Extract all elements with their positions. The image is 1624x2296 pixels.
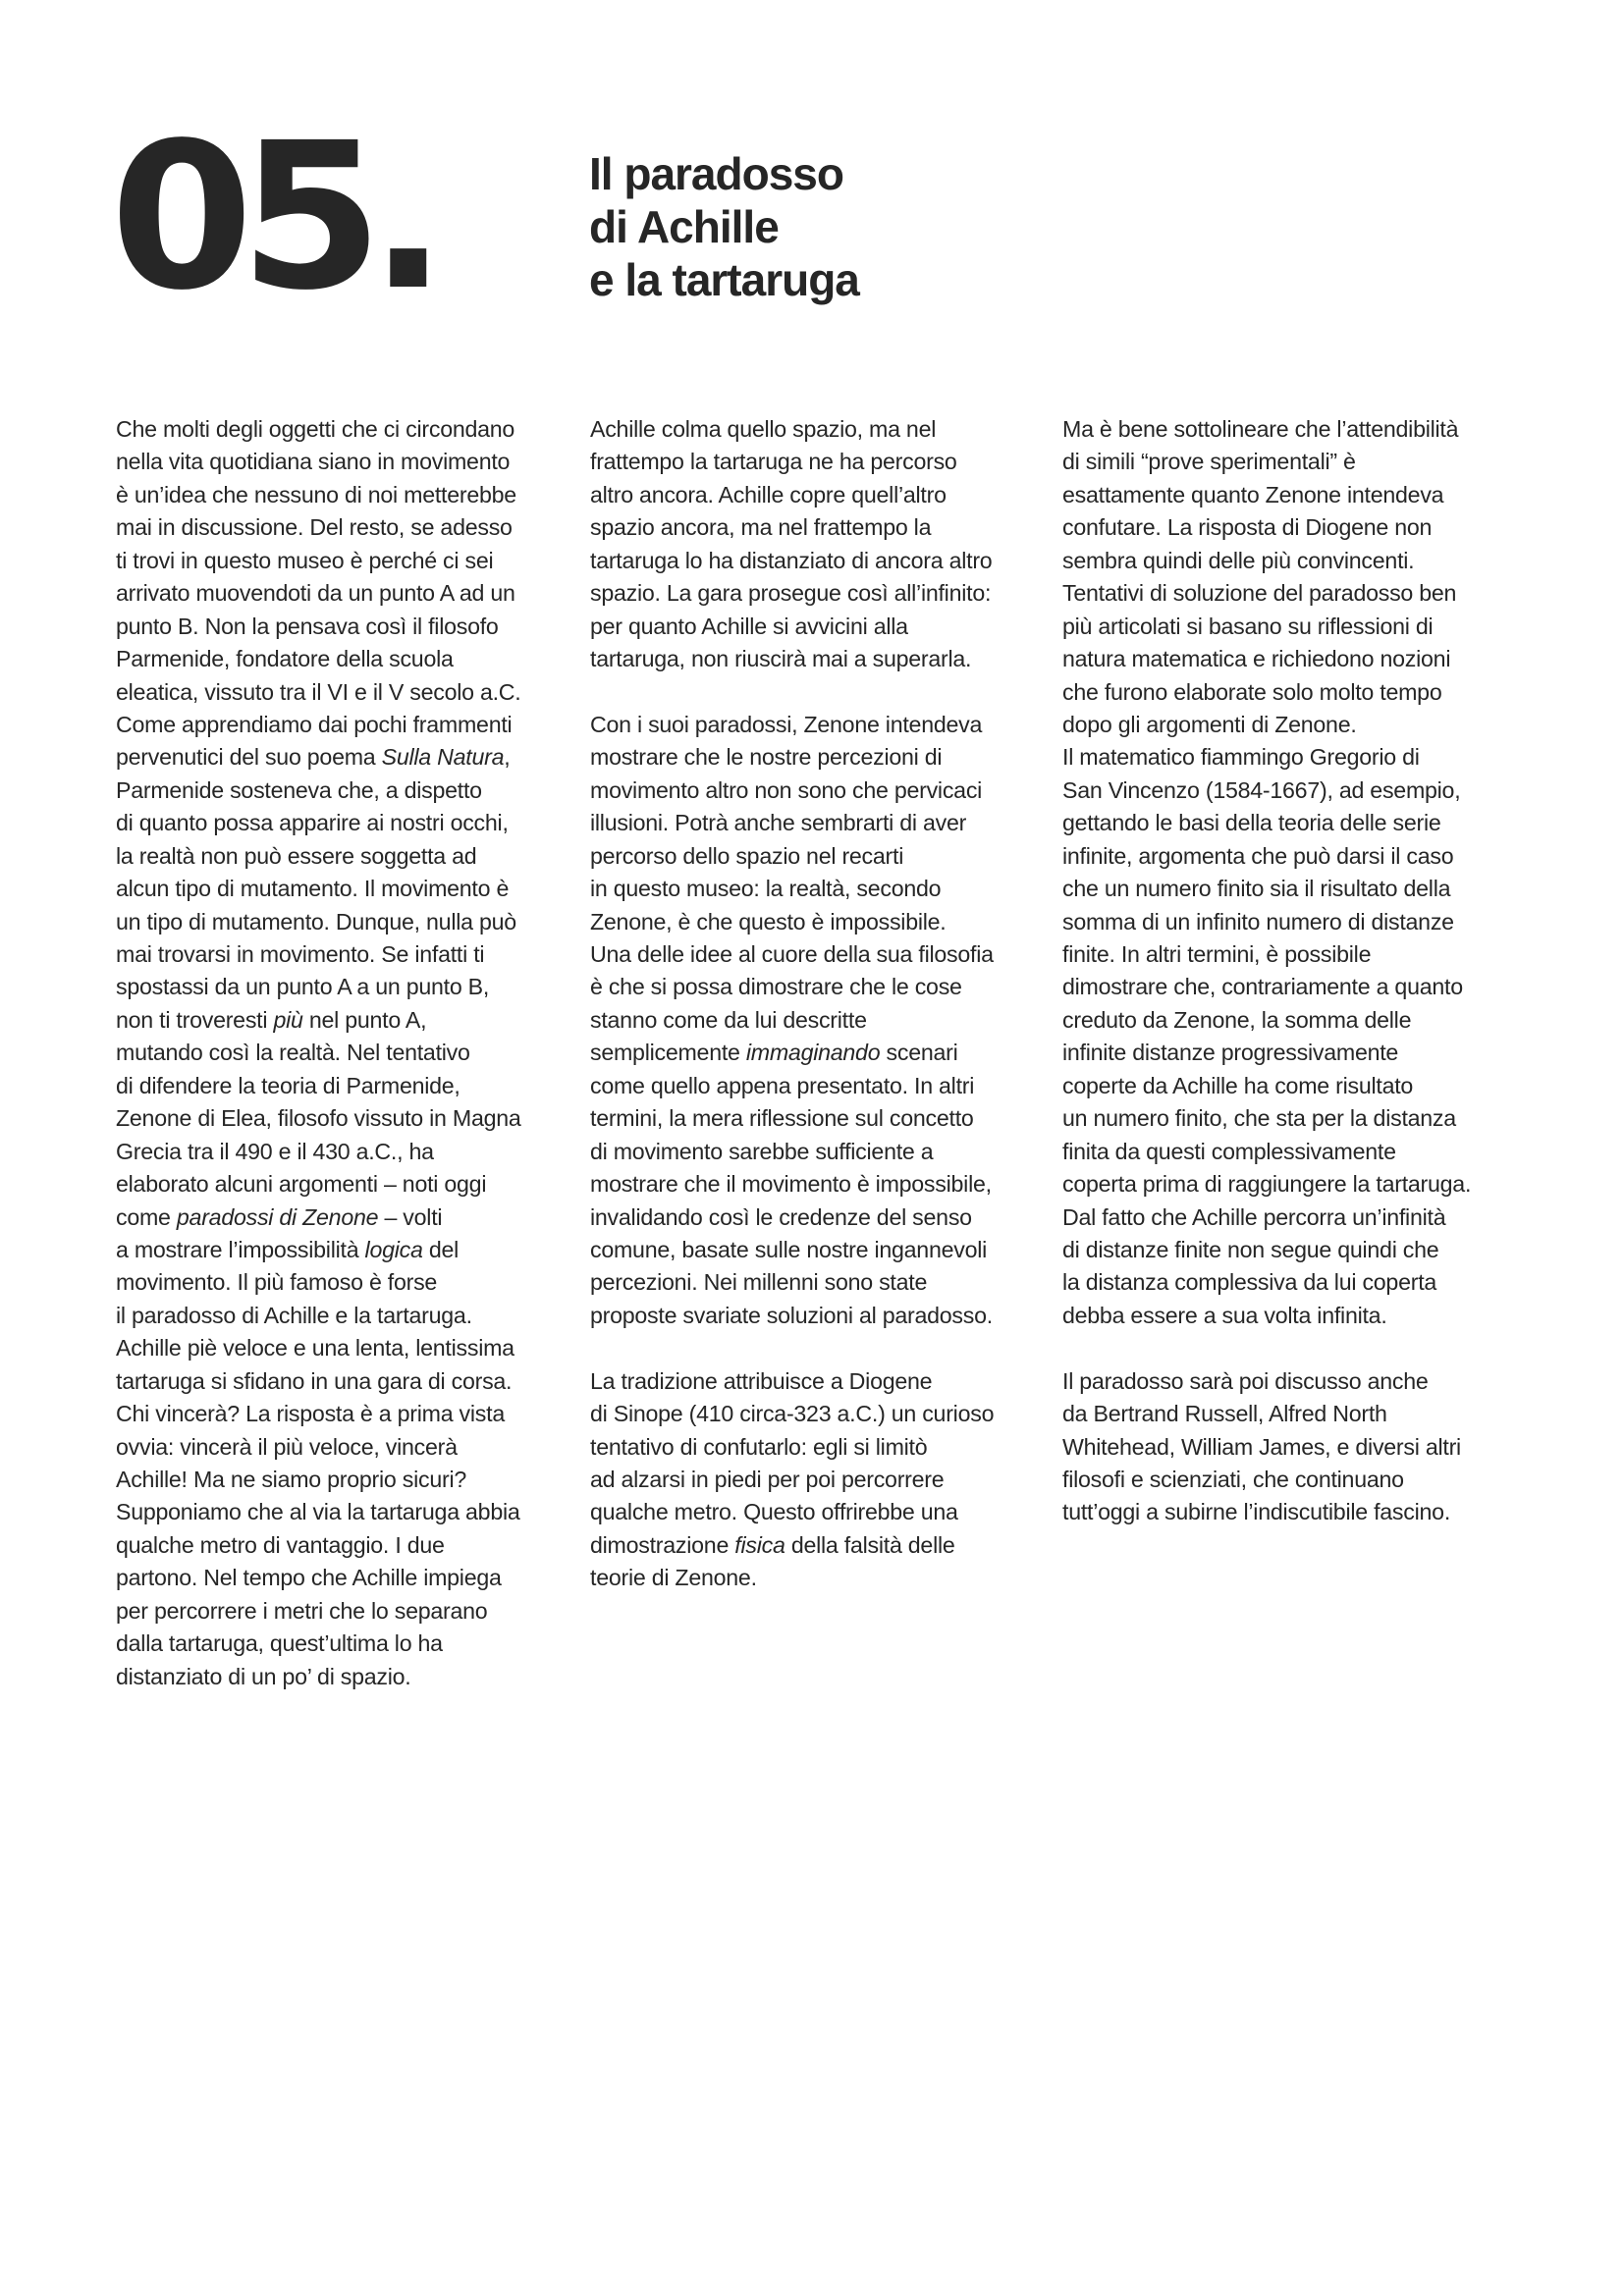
text-line: tutt’oggi a subirne l’indiscutibile fascino. — [1062, 1499, 1451, 1525]
text-line: stanno come da lui descritte — [590, 1006, 867, 1033]
text-line: arrivato muovendoti da un punto A ad un — [116, 580, 515, 607]
chapter-title-line: Il paradosso — [589, 148, 843, 199]
paragraph — [590, 1365, 1052, 1595]
text-line: Con i suoi paradossi, Zenone intendeva — [590, 711, 983, 737]
text-line: nella vita quotidiana siano in movimento — [116, 449, 511, 475]
text-line: ovvia: vincerà il più veloce, vincerà — [116, 1433, 458, 1460]
text-line: come quello appena presentato. In altri — [590, 1072, 975, 1098]
text-line: dimostrare che, contrariamente a quanto — [1062, 974, 1463, 1000]
text-line: spostassi da un punto A a un punto B, — [116, 974, 490, 1000]
text-line: illusioni. Potrà anche sembrarti di aver — [590, 810, 967, 836]
text-line: Che molti degli oggetti che ci circondano — [116, 416, 515, 442]
text-line: per quanto Achille si avvicini alla — [590, 613, 908, 639]
text-line: proposte svariate soluzioni al paradosso. — [590, 1302, 993, 1328]
text-line: Una delle idee al cuore della sua filosofia — [590, 941, 994, 967]
text-line: qualche metro. Questo offrirebbe una — [590, 1499, 958, 1525]
text-line: come paradossi di Zenone – volti — [116, 1203, 443, 1230]
text-line: coperta prima di raggiungere la tartaruga. — [1062, 1171, 1472, 1198]
text-line: spazio ancora, ma nel frattempo la — [590, 514, 932, 541]
text-line: infinite distanze progressivamente — [1062, 1040, 1399, 1066]
text-line: finite. In altri termini, è possibile — [1062, 941, 1372, 967]
text-line: debba essere a sua volta infinita. — [1062, 1302, 1387, 1328]
emphasis: fisica — [734, 1531, 785, 1558]
text-line: Parmenide, fondatore della scuola — [116, 646, 454, 672]
text-line: altro ancora. Achille copre quell’altro — [590, 481, 947, 507]
text-line: sembra quindi delle più convincenti. — [1062, 547, 1415, 573]
text-column-3 — [1062, 413, 1524, 1529]
text-line: tentativo di confutarlo: egli si limitò — [590, 1433, 928, 1460]
paragraph — [590, 709, 1052, 1332]
text-line: dalla tartaruga, quest’ultima lo ha — [116, 1630, 443, 1657]
emphasis: immaginando — [745, 1040, 881, 1066]
text-line: filosofi e scienziati, che continuano — [1062, 1467, 1404, 1492]
text-line: più articolati si basano su riflessioni di — [1062, 613, 1434, 639]
text-line: di quanto possa apparire ai nostri occhi, — [116, 810, 509, 836]
text-line: in questo museo: la realtà, secondo — [590, 876, 942, 902]
text-line: non ti troveresti più nel punto A, — [116, 1006, 427, 1033]
emphasis: più — [273, 1006, 303, 1033]
text-line: Dal fatto che Achille percorra un’infinità — [1062, 1203, 1446, 1230]
text-line: alcun tipo di mutamento. Il movimento è — [116, 876, 510, 902]
text-line: finita da questi complessivamente — [1062, 1138, 1396, 1164]
text-line: il paradosso di Achille e la tartaruga. — [116, 1302, 472, 1328]
text-line: La tradizione attribuisce a Diogene — [590, 1367, 933, 1394]
text-line: Il matematico fiammingo Gregorio di — [1062, 744, 1420, 771]
text-line: Achille! Ma ne siamo proprio sicuri? — [116, 1467, 466, 1492]
text-line: qualche metro di vantaggio. I due — [116, 1531, 445, 1558]
text-line: Parmenide sosteneva che, a dispetto — [116, 776, 482, 803]
text-line: mutando così la realtà. Nel tentativo — [116, 1040, 470, 1066]
chapter-number: 05. — [110, 99, 434, 335]
text-line: infinite, argomenta che può darsi il caso — [1062, 842, 1454, 869]
text-line: esattamente quanto Zenone intendeva — [1062, 481, 1444, 507]
text-line: mostrare che le nostre percezioni di — [590, 744, 943, 771]
text-line: distanziato di un po’ di spazio. — [116, 1663, 411, 1689]
emphasis: paradossi di Zenone — [176, 1203, 379, 1230]
text-line: creduto da Zenone, la somma delle — [1062, 1006, 1412, 1033]
text-line: è un’idea che nessuno di noi metterebbe — [116, 481, 516, 507]
paragraph — [590, 413, 1052, 676]
text-line: mai trovarsi in movimento. Se infatti ti — [116, 941, 485, 967]
text-line: la distanza complessiva da lui coperta — [1062, 1269, 1437, 1296]
text-line: San Vincenzo (1584-1667), ad esempio, — [1062, 776, 1461, 803]
text-line: ti trovi in questo museo è perché ci sei — [116, 547, 494, 573]
chapter-title-line: di Achille — [589, 201, 779, 252]
text-line: Whitehead, William James, e diversi altri — [1062, 1433, 1461, 1460]
text-line: somma di un infinito numero di distanze — [1062, 908, 1454, 934]
text-line: dimostrazione fisica della falsità delle — [590, 1531, 955, 1558]
text-line: eleatica, vissuto tra il VI e il V secolo a.C. — [116, 678, 521, 705]
text-line: che furono elaborate solo molto tempo — [1062, 678, 1442, 705]
text-line: dopo gli argomenti di Zenone. — [1062, 711, 1357, 737]
text-line: un tipo di mutamento. Dunque, nulla può — [116, 908, 516, 934]
text-line: Come apprendiamo dai pochi frammenti — [116, 711, 513, 737]
text-line: confutare. La risposta di Diogene non — [1062, 514, 1433, 541]
text-line: punto B. Non la pensava così il filosofo — [116, 613, 499, 639]
text-line: teorie di Zenone. — [590, 1565, 757, 1591]
text-line: natura matematica e richiedono nozioni — [1062, 646, 1451, 672]
text-line: tartaruga, non riuscirà mai a superarla. — [590, 646, 972, 672]
text-line: comune, basate sulle nostre ingannevoli — [590, 1236, 988, 1262]
text-line: da Bertrand Russell, Alfred North — [1062, 1401, 1387, 1427]
text-line: gettando le basi della teoria delle serie — [1062, 810, 1441, 836]
text-line: Achille colma quello spazio, ma nel — [590, 416, 937, 442]
text-line: mai in discussione. Del resto, se adesso — [116, 514, 513, 541]
text-line: partono. Nel tempo che Achille impiega — [116, 1565, 502, 1591]
text-line: invalidando così le credenze del senso — [590, 1203, 972, 1230]
text-line: la realtà non può essere soggetta ad — [116, 842, 477, 869]
text-line: Supponiamo che al via la tartaruga abbia — [116, 1499, 520, 1525]
text-line: semplicemente immaginando scenari — [590, 1040, 958, 1066]
text-line: movimento altro non sono che pervicaci — [590, 776, 983, 803]
emphasis: Sulla Natura — [381, 744, 505, 771]
text-line: di difendere la teoria di Parmenide, — [116, 1072, 460, 1098]
paragraph — [1062, 413, 1524, 1332]
text-line: per percorrere i metri che lo separano — [116, 1597, 488, 1624]
text-line: Tentativi di soluzione del paradosso ben — [1062, 580, 1457, 607]
paragraph-gap — [590, 676, 1052, 709]
paragraph-gap — [1062, 1332, 1524, 1364]
text-line: di distanze finite non segue quindi che — [1062, 1236, 1439, 1262]
text-line: percorso dello spazio nel recarti — [590, 842, 904, 869]
text-line: movimento. Il più famoso è forse — [116, 1269, 438, 1296]
text-line: a mostrare l’impossibilità logica del — [116, 1236, 460, 1262]
text-line: spazio. La gara prosegue così all’infinito: — [590, 580, 992, 607]
paragraph — [1062, 1365, 1524, 1529]
text-line: frattempo la tartaruga ne ha percorso — [590, 449, 957, 475]
text-column-2 — [590, 413, 1052, 1595]
text-line: Zenone, è che questo è impossibile. — [590, 908, 947, 934]
paragraph-gap — [590, 1332, 1052, 1364]
text-line: tartaruga si sfidano in una gara di corsa. — [116, 1367, 513, 1394]
text-line: percezioni. Nei millenni sono state — [590, 1269, 928, 1296]
text-line: Ma è bene sottolineare che l’attendibilità — [1062, 416, 1459, 442]
chapter-title-line: e la tartaruga — [589, 254, 859, 305]
text-line: termini, la mera riflessione sul concetto — [590, 1105, 974, 1132]
text-line: di Sinope (410 circa-323 a.C.) un curioso — [590, 1401, 995, 1427]
text-line: Zenone di Elea, filosofo vissuto in Magna — [116, 1105, 521, 1132]
text-line: Achille piè veloce e una lenta, lentissima — [116, 1335, 514, 1362]
text-line: di movimento sarebbe sufficiente a — [590, 1138, 934, 1164]
text-line: mostrare che il movimento è impossibile, — [590, 1171, 992, 1198]
text-line: che un numero finito sia il risultato della — [1062, 876, 1451, 902]
text-line: Grecia tra il 490 e il 430 a.C., ha — [116, 1138, 434, 1164]
text-line: elaborato alcuni argomenti – noti oggi — [116, 1171, 487, 1198]
text-line: coperte da Achille ha come risultato — [1062, 1072, 1414, 1098]
text-column-1 — [116, 413, 577, 1693]
paragraph — [116, 413, 577, 1693]
text-line: di simili “prove sperimentali” è — [1062, 449, 1356, 475]
text-line: Chi vincerà? La risposta è a prima vista — [116, 1401, 505, 1427]
text-line: tartaruga lo ha distanziato di ancora altro — [590, 547, 993, 573]
text-line: Il paradosso sarà poi discusso anche — [1062, 1367, 1429, 1394]
text-line: è che si possa dimostrare che le cose — [590, 974, 962, 1000]
chapter-title — [589, 147, 859, 306]
emphasis: logica — [364, 1236, 423, 1262]
text-line: pervenutici del suo poema Sulla Natura, — [116, 744, 511, 771]
text-line: un numero finito, che sta per la distanza — [1062, 1105, 1456, 1132]
text-line: ad alzarsi in piedi per poi percorrere — [590, 1467, 945, 1492]
